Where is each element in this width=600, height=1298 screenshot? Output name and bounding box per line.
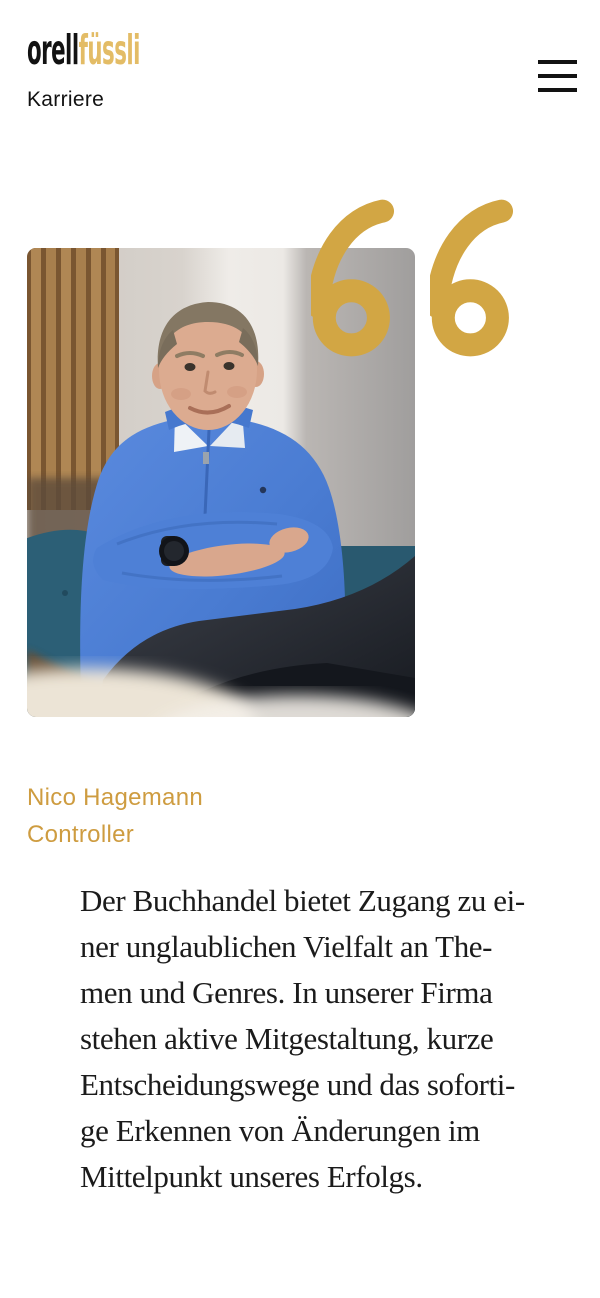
person-info bbox=[27, 779, 203, 853]
wrist-watch bbox=[159, 536, 189, 566]
quote-text bbox=[80, 878, 580, 1200]
quote-line: Der Buchhandel bietet Zugang zu ei- bbox=[80, 883, 525, 918]
quote-line: Mittelpunkt unseres Erfolgs. bbox=[80, 1159, 423, 1194]
person-name: Nico Hagemann bbox=[27, 784, 203, 811]
person-role: Controller bbox=[27, 821, 135, 848]
double-quote-66-icon bbox=[311, 198, 395, 358]
hamburger-menu-icon bbox=[538, 60, 577, 64]
quote-line: stehen aktive Mitgestaltung, kurze bbox=[80, 1021, 494, 1056]
quote-line: Entscheidungswege und das soforti- bbox=[80, 1067, 515, 1102]
menu-button[interactable] bbox=[538, 60, 577, 92]
employee-quote-figure bbox=[27, 248, 415, 717]
quote-line: ner unglaublichen Vielfalt an The- bbox=[80, 929, 493, 964]
site-subtitle: Karriere bbox=[27, 88, 105, 111]
quote-line: men und Genres. In unserer Firma bbox=[80, 975, 493, 1010]
logo-text-fuessli: füssli bbox=[78, 26, 140, 74]
logo[interactable] bbox=[27, 26, 140, 74]
hamburger-menu-icon bbox=[538, 74, 577, 78]
double-quote-66-icon bbox=[430, 198, 514, 358]
hamburger-menu-icon bbox=[538, 88, 577, 92]
quote-line: ge Erkennen von Änderungen im bbox=[80, 1113, 480, 1148]
logo-text-orell: orell bbox=[27, 26, 79, 74]
